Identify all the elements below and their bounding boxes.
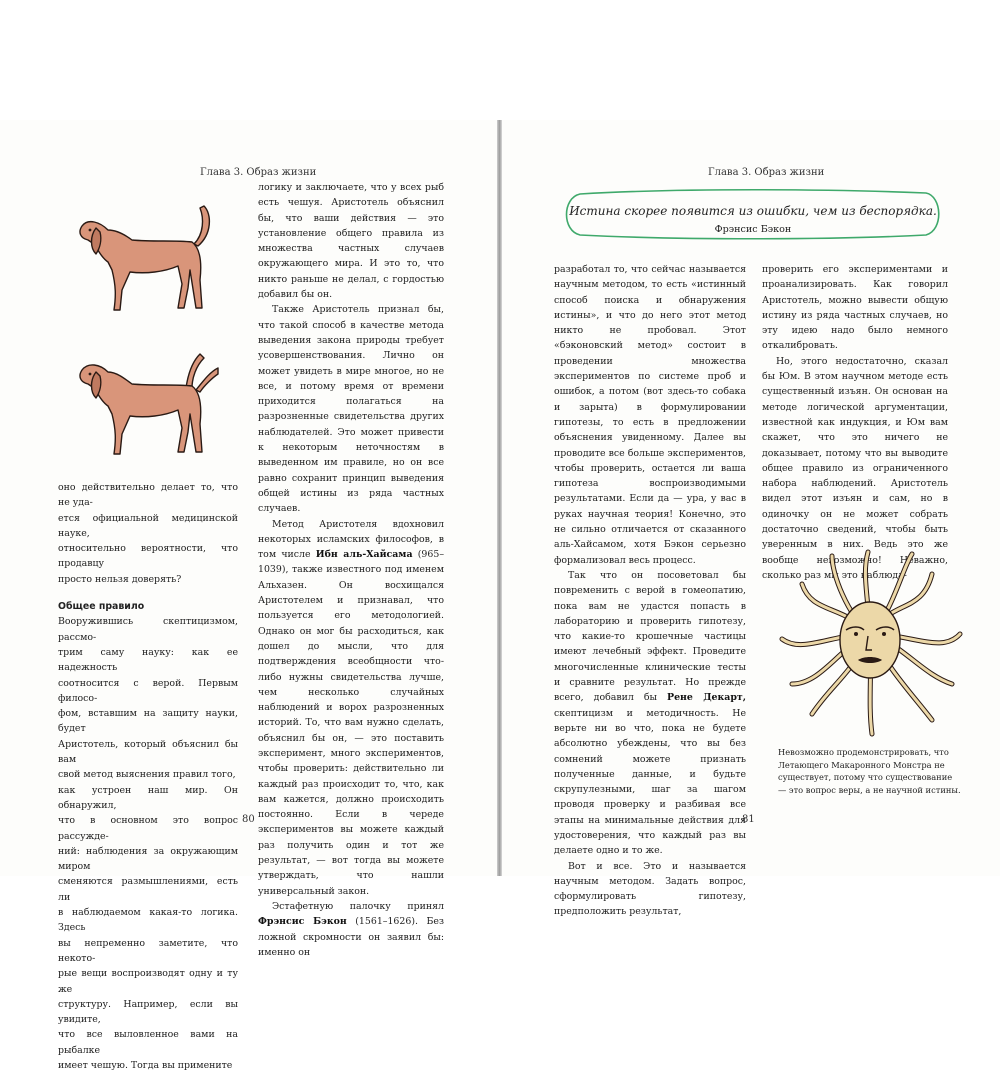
body-line: сменяются размышлениями, есть ли [58, 876, 238, 903]
right-page [502, 120, 1000, 918]
illustration-caption: Невозможно продемонстрировать, что Летающего Макаронного Монстра не существует, потому что существование — это вопрос веры, а не научной истины. [778, 747, 961, 795]
right-column-1 [554, 262, 746, 920]
body-line: в наблюдаемом какая-то логика. Здесь [58, 907, 238, 934]
body-line: рые вещи воспроизводят одну и ту же [58, 968, 238, 995]
paragraph: Так что он посоветовал бы повременить с верой в гомеопатию, пока вам не удастся попасть в лабораторию и проверить гипотезу, что какие-то крошечные частицы имеют лечебный эффект. Проведите многочисленные клинические тесты и сравните результат. Но прежде всего, добавил бы Рене Декарт, скептицизм и методичность. Не верьте ни во что, пока не будете абсолютно убеждены, что вы без сомнений можете признать полученные данные, и будьте скрупулезными, шаг за шагом проводя проверку и разбивая все этапы на минимальные действия для удостоверения, что каждый раз вы делаете одно и то же. [554, 569, 746, 857]
running-header: Глава 3. Образ жизни [708, 167, 825, 178]
flying-spaghetti-monster-illustration [772, 544, 968, 740]
intro-line: оно действительно делает то, что не уда- [58, 482, 238, 509]
name-ibn-al-haytham: Ибн аль-Хайсама [315, 549, 413, 561]
body-line: ний: наблюдения за окружающим миром [58, 845, 238, 873]
left-column-2 [258, 180, 444, 960]
body-line: Вооружившись скептицизмом, рассмо- [58, 616, 238, 643]
running-header: Глава 3. Образ жизни [200, 167, 317, 178]
paragraph: логику и заключаете, что у всех рыб есть чешуя. Аристотель объяснил бы, что ваши действия — это установление общего правила из множества частных случаев окружающего мира. И это то, что никто раньше не делал, с гордостью добавил бы он. [258, 182, 444, 301]
paragraph: Метод Аристотеля вдохновил некоторых исламских философов, в том числе Ибн аль-Хайсама (965–1039), также известного под именем Альхазен. Он восхищался Аристотелем и признавал, что пользуется его методологией. Однако он мог бы расходиться, как дошел до мысли, что для подтверждения всеобщности что-либо нужны свидетельства лучше, чем несколько случайных наблюдений и ворох разрозненных историй. То, что вам нужно сделать, объяснил бы он, — это поставить эксперимент, много экспериментов, чтобы проверить: действительно ли каждый раз происходит то, что, как вам кажется, должно происходить постоянно. Если в череде экспериментов вы можете каждый раз получить один и тот же результат, — вот тогда вы можете утверждать, что нашли универсальный закон. [258, 518, 445, 897]
paragraph: разработал то, что сейчас называется научным методом, то есть «истинный способ поиска и обнаружения истины», и что до него этот метод никто не пробовал. Этот «бэконовский метод» состоит в проведении множества экспериментов по системе проб и ошибок, а потом (вот здесь-то собака и зарыта) в формулировании гипотезы, то есть в предложении объяснения увиденному. Далее вы проводите все больше экспериментов, чтобы проверить, остается ли ваша гипотеза воспроизводимыми результатами. Если да — ура, у вас в руках научная теория! Конечно, это не сильно отличается от сказанного аль-Хайсамом, хотя Бэкон серьезно формализовал весь процесс. [554, 264, 746, 566]
body-line: вы непременно заметите, что некото- [58, 937, 238, 964]
paragraph: Вот и все. Это и называется научным методом. Задать вопрос, сформулировать гипотезу, предположить результат, [554, 860, 746, 918]
book-spread [0, 120, 1000, 1071]
paragraph: Также Аристотель признал бы, что такой способ в качестве метода выведения закона природы требует усовершенствования. Лично он может увидеть в мире многое, но не все, и потому время от времени приходится полагаться на разрозненные свидетельства других наблюдателей. Это может привести к некоторым неточностям в выведенном им правиле, но он все равно сохранит принцип выведения общей истины из ряда частных случаев. [258, 304, 444, 515]
dog-illustration-tail-wag [72, 344, 222, 462]
intro-line: относительно вероятности, что продавцу [58, 543, 238, 570]
paragraph: Эстафетную палочку принял Фрэнсис Бэкон (1561–1626). Без ложной скромности он заявил бы: именно он [258, 900, 445, 958]
body-line: структуру. Например, если вы увидите, [58, 998, 238, 1026]
paragraph: проверить его экспериментами и проанализировать. Как говорил Аристотель, можно вывести общую истину из ряда частных случаев, но эту идею надо было немного откалибровать. [762, 264, 948, 352]
epigraph-box [560, 188, 946, 238]
body-line: Аристотель, который объяснил бы вам [58, 738, 238, 766]
body-line: свой метод выяснения правил того, [58, 769, 236, 781]
body-line: имеет чешую. Тогда вы примените [58, 1059, 233, 1071]
page-number: 80 [242, 814, 255, 825]
page-number: 81 [742, 814, 755, 825]
subheading: Общее правило [58, 601, 145, 613]
body-line: что в основном это вопрос рассужде- [58, 815, 238, 842]
intro-line: ется официальной медицинской науке, [58, 512, 238, 539]
quote-text: Истина скорее появится из ошибки, чем из беспорядка. [569, 204, 937, 218]
left-page [0, 120, 497, 1071]
body-line: трим саму науку: как ее надежность [58, 646, 238, 674]
left-column-1 [58, 480, 238, 1073]
name-francis-bacon: Фрэнсис Бэкон [258, 916, 347, 928]
name-rene-descartes: Рене Декарт, [667, 692, 746, 704]
body-line: фом, вставшим на защиту науки, будет [58, 708, 238, 735]
dog-illustration-tail-up [72, 200, 222, 318]
paragraph: Но, этого недостаточно, сказал бы Юм. В этом научном методе есть существенный изъян. Он основан на методе логической аргументации, известной как индукция, и Юм вам скажет, что это ничего не доказывает, потому что вы выводите общее правило из ограниченного набора наблюдений. Аристотель видел этот изъян и сам, но в одиночку он не может собрать достаточно сведений, чтобы быть уверенным в них. Ведь это же вообще невозможно! Неважно, сколько раз мы это наблюда- [762, 355, 948, 581]
quote-author: Фрэнсис Бэкон [714, 224, 792, 235]
body-line: что все выловленное вами на рыбалке [58, 1029, 238, 1056]
intro-line: просто нельзя доверять? [58, 573, 182, 585]
body-line: соотносится с верой. Первым филосо- [58, 677, 238, 704]
right-column-2 [762, 262, 948, 583]
body-line: как устроен наш мир. Он обнаружил, [58, 784, 238, 811]
